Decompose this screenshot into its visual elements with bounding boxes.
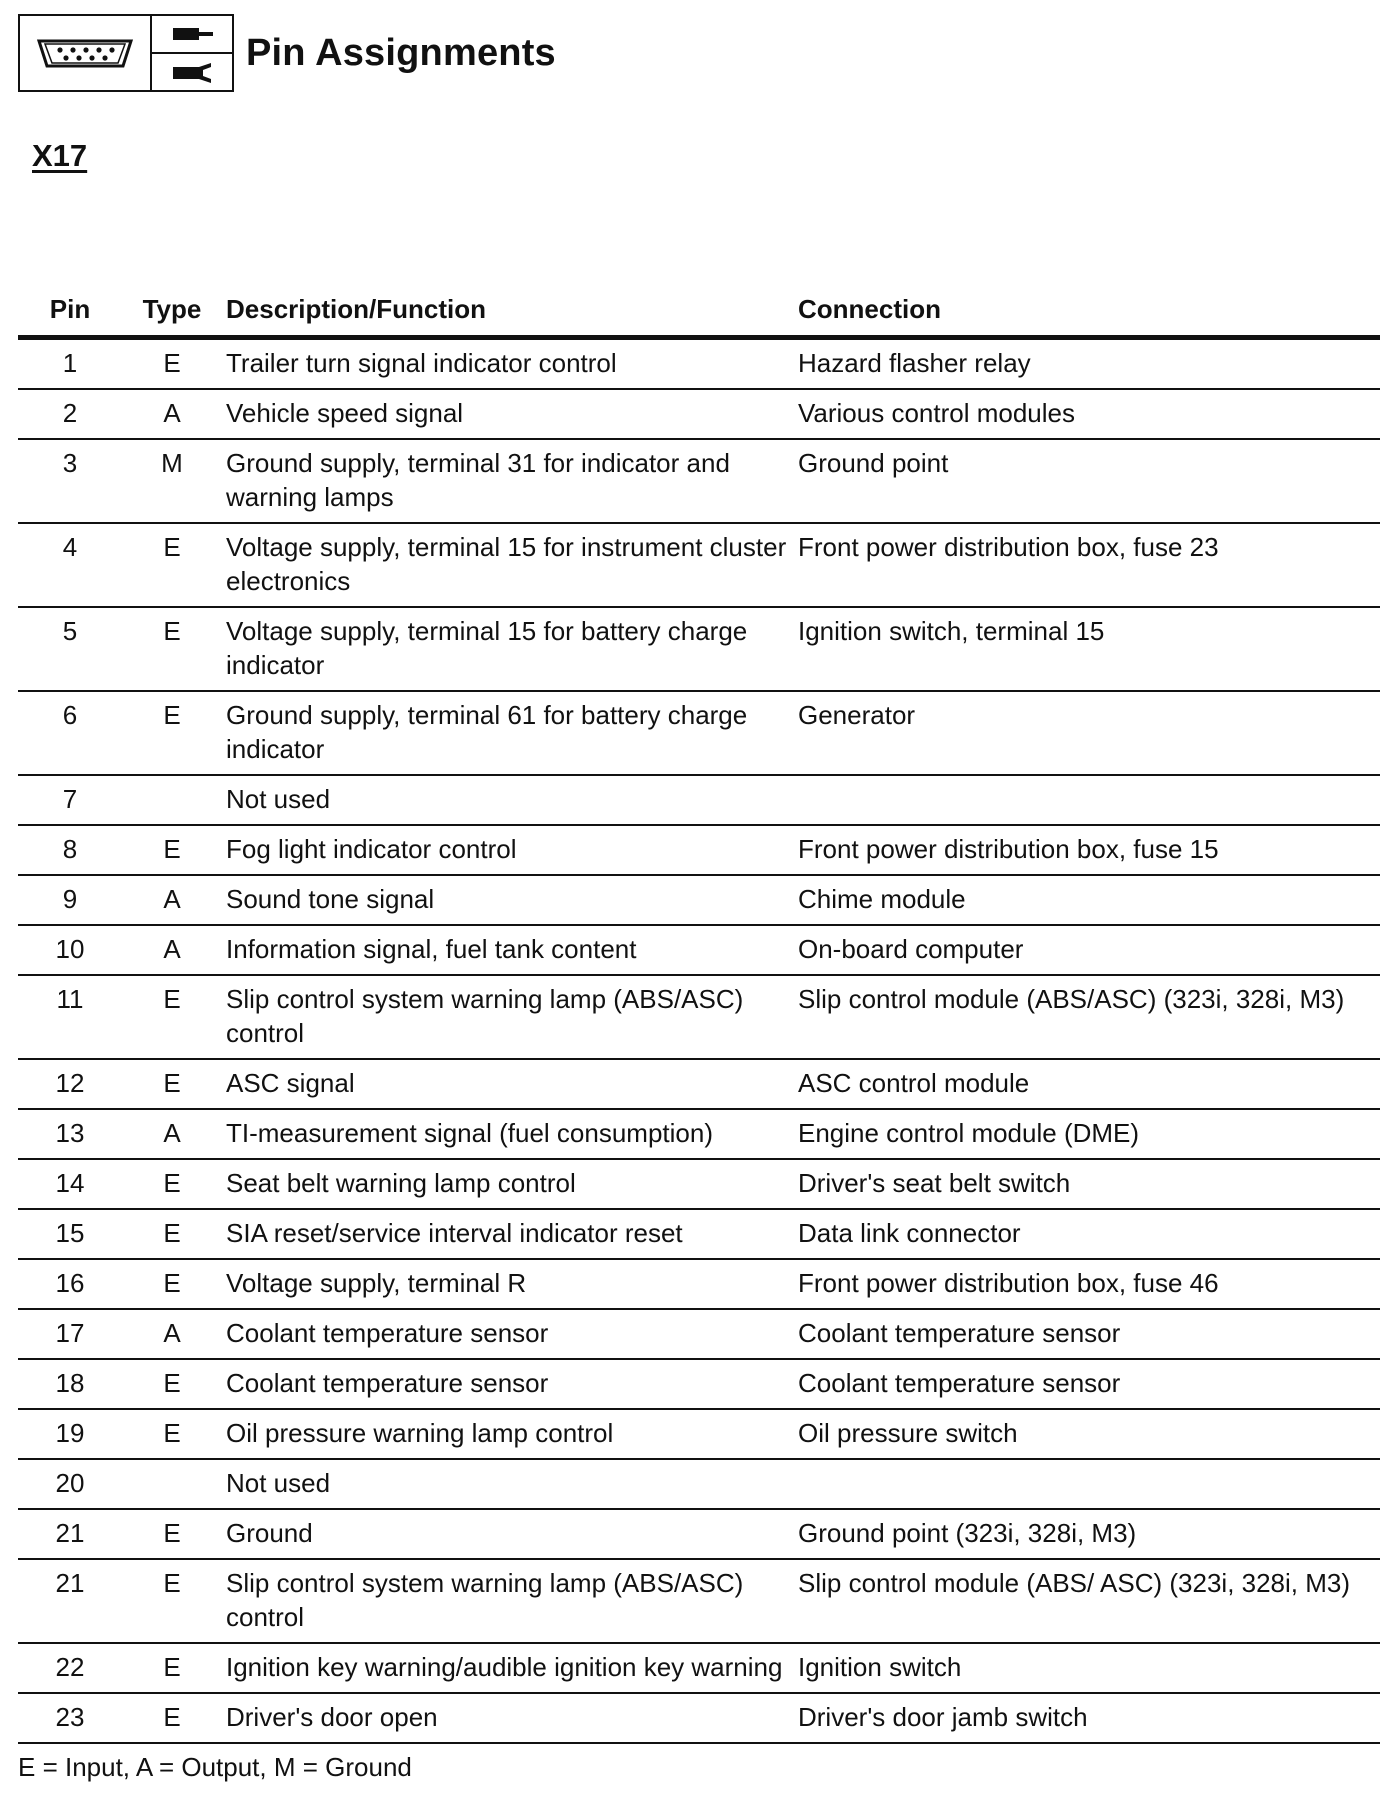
table-row [18, 1209, 1380, 1259]
connector-id: X17 [32, 138, 88, 173]
pin-cell: 2 [18, 389, 122, 439]
description-cell: Fog light indicator control [222, 825, 798, 875]
connection-cell: Ground point (323i, 328i, M3) [798, 1509, 1380, 1559]
description-cell: Trailer turn signal indicator control [222, 338, 798, 390]
pin-cell: 20 [18, 1459, 122, 1509]
table-row [18, 1509, 1380, 1559]
table-row [18, 1643, 1380, 1693]
type-cell: E [122, 1643, 222, 1693]
pin-cell: 11 [18, 975, 122, 1059]
table-row [18, 1559, 1380, 1643]
type-cell: E [122, 1693, 222, 1743]
type-cell: E [122, 1509, 222, 1559]
plug-icon [152, 16, 232, 54]
table-row [18, 1359, 1380, 1409]
type-cell: A [122, 1109, 222, 1159]
type-cell: A [122, 1309, 222, 1359]
table-body [18, 338, 1380, 1744]
table-row [18, 1159, 1380, 1209]
connection-cell: Slip control module (ABS/ASC) (323i, 328i, M3) [798, 975, 1380, 1059]
description-cell: SIA reset/service interval indicator reset [222, 1209, 798, 1259]
table-header-row [18, 286, 1380, 338]
type-cell: E [122, 975, 222, 1059]
description-cell: Coolant temperature sensor [222, 1309, 798, 1359]
description-cell: TI-measurement signal (fuel consumption) [222, 1109, 798, 1159]
table-row [18, 607, 1380, 691]
pin-cell: 21 [18, 1559, 122, 1643]
type-cell: E [122, 1409, 222, 1459]
pin-cell: 23 [18, 1693, 122, 1743]
column-header-type: Type [122, 286, 222, 338]
type-cell: E [122, 1359, 222, 1409]
description-cell: Seat belt warning lamp control [222, 1159, 798, 1209]
page-header [18, 12, 556, 94]
table-row [18, 825, 1380, 875]
pin-cell: 19 [18, 1409, 122, 1459]
type-cell [122, 1459, 222, 1509]
pin-cell: 17 [18, 1309, 122, 1359]
pin-cell: 1 [18, 338, 122, 390]
connector-icon [20, 16, 152, 90]
connection-cell: Data link connector [798, 1209, 1380, 1259]
connection-cell [798, 1459, 1380, 1509]
type-cell: M [122, 439, 222, 523]
column-header-description: Description/Function [222, 286, 798, 338]
type-cell: E [122, 1209, 222, 1259]
pin-cell: 22 [18, 1643, 122, 1693]
pin-cell: 7 [18, 775, 122, 825]
connection-cell: ASC control module [798, 1059, 1380, 1109]
description-cell: Not used [222, 775, 798, 825]
type-cell: E [122, 1559, 222, 1643]
description-cell: Slip control system warning lamp (ABS/ASC) control [222, 1559, 798, 1643]
pin-cell: 3 [18, 439, 122, 523]
type-cell: A [122, 875, 222, 925]
connection-cell: Ignition switch [798, 1643, 1380, 1693]
type-cell: E [122, 825, 222, 875]
description-cell: Ground supply, terminal 31 for indicator and warning lamps [222, 439, 798, 523]
connection-cell: Oil pressure switch [798, 1409, 1380, 1459]
description-cell: Oil pressure warning lamp control [222, 1409, 798, 1459]
type-cell: E [122, 1159, 222, 1209]
description-cell: ASC signal [222, 1059, 798, 1109]
connection-cell: Generator [798, 691, 1380, 775]
pin-cell: 16 [18, 1259, 122, 1309]
type-cell: E [122, 607, 222, 691]
pin-cell: 10 [18, 925, 122, 975]
type-cell: E [122, 691, 222, 775]
pin-cell: 18 [18, 1359, 122, 1409]
table-row [18, 523, 1380, 607]
table-row [18, 1259, 1380, 1309]
table-row [18, 1693, 1380, 1743]
connector-icon-box [18, 14, 234, 92]
type-legend: E = Input, A = Output, M = Ground [18, 1752, 412, 1782]
connection-cell: Front power distribution box, fuse 15 [798, 825, 1380, 875]
table-row [18, 691, 1380, 775]
description-cell: Ignition key warning/audible ignition key warning [222, 1643, 798, 1693]
table-row [18, 925, 1380, 975]
pin-cell: 6 [18, 691, 122, 775]
description-cell: Voltage supply, terminal 15 for instrument cluster electronics [222, 523, 798, 607]
description-cell: Ground [222, 1509, 798, 1559]
type-cell [122, 775, 222, 825]
connection-cell: Ground point [798, 439, 1380, 523]
connection-cell [798, 775, 1380, 825]
description-cell: Sound tone signal [222, 875, 798, 925]
connection-cell: Front power distribution box, fuse 46 [798, 1259, 1380, 1309]
connection-cell: Engine control module (DME) [798, 1109, 1380, 1159]
table-row [18, 1409, 1380, 1459]
type-cell: E [122, 1059, 222, 1109]
page-title: Pin Assignments [246, 31, 556, 74]
pin-cell: 14 [18, 1159, 122, 1209]
type-cell: A [122, 925, 222, 975]
pin-cell: 8 [18, 825, 122, 875]
description-cell: Voltage supply, terminal R [222, 1259, 798, 1309]
table-row [18, 775, 1380, 825]
pin-cell: 13 [18, 1109, 122, 1159]
description-cell: Voltage supply, terminal 15 for battery charge indicator [222, 607, 798, 691]
table-row [18, 439, 1380, 523]
connection-cell: Hazard flasher relay [798, 338, 1380, 390]
description-cell: Vehicle speed signal [222, 389, 798, 439]
pin-assignment-table [18, 286, 1380, 1744]
description-cell: Ground supply, terminal 61 for battery charge indicator [222, 691, 798, 775]
connection-cell: On-board computer [798, 925, 1380, 975]
pin-cell: 9 [18, 875, 122, 925]
connection-cell: Driver's door jamb switch [798, 1693, 1380, 1743]
description-cell: Coolant temperature sensor [222, 1359, 798, 1409]
connection-cell: Coolant temperature sensor [798, 1359, 1380, 1409]
table-row [18, 389, 1380, 439]
pin-type-icon-cell [152, 16, 232, 90]
table-row [18, 875, 1380, 925]
type-cell: E [122, 523, 222, 607]
table-row [18, 975, 1380, 1059]
pin-cell: 12 [18, 1059, 122, 1109]
description-cell: Slip control system warning lamp (ABS/ASC) control [222, 975, 798, 1059]
type-cell: A [122, 389, 222, 439]
column-header-connection: Connection [798, 286, 1380, 338]
pin-cell: 4 [18, 523, 122, 607]
connection-cell: Slip control module (ABS/ ASC) (323i, 328i, M3) [798, 1559, 1380, 1643]
table-row [18, 1309, 1380, 1359]
type-cell: E [122, 338, 222, 390]
pin-cell: 15 [18, 1209, 122, 1259]
socket-icon [152, 54, 232, 90]
connection-cell: Coolant temperature sensor [798, 1309, 1380, 1359]
table-row [18, 1459, 1380, 1509]
type-cell: E [122, 1259, 222, 1309]
connection-cell: Driver's seat belt switch [798, 1159, 1380, 1209]
connection-cell: Chime module [798, 875, 1380, 925]
table-row [18, 1059, 1380, 1109]
pin-cell: 5 [18, 607, 122, 691]
description-cell: Not used [222, 1459, 798, 1509]
pin-cell: 21 [18, 1509, 122, 1559]
table-row [18, 1109, 1380, 1159]
description-cell: Driver's door open [222, 1693, 798, 1743]
connection-cell: Front power distribution box, fuse 23 [798, 523, 1380, 607]
connection-cell: Various control modules [798, 389, 1380, 439]
column-header-pin: Pin [18, 286, 122, 338]
description-cell: Information signal, fuel tank content [222, 925, 798, 975]
connection-cell: Ignition switch, terminal 15 [798, 607, 1380, 691]
table-row [18, 338, 1380, 390]
